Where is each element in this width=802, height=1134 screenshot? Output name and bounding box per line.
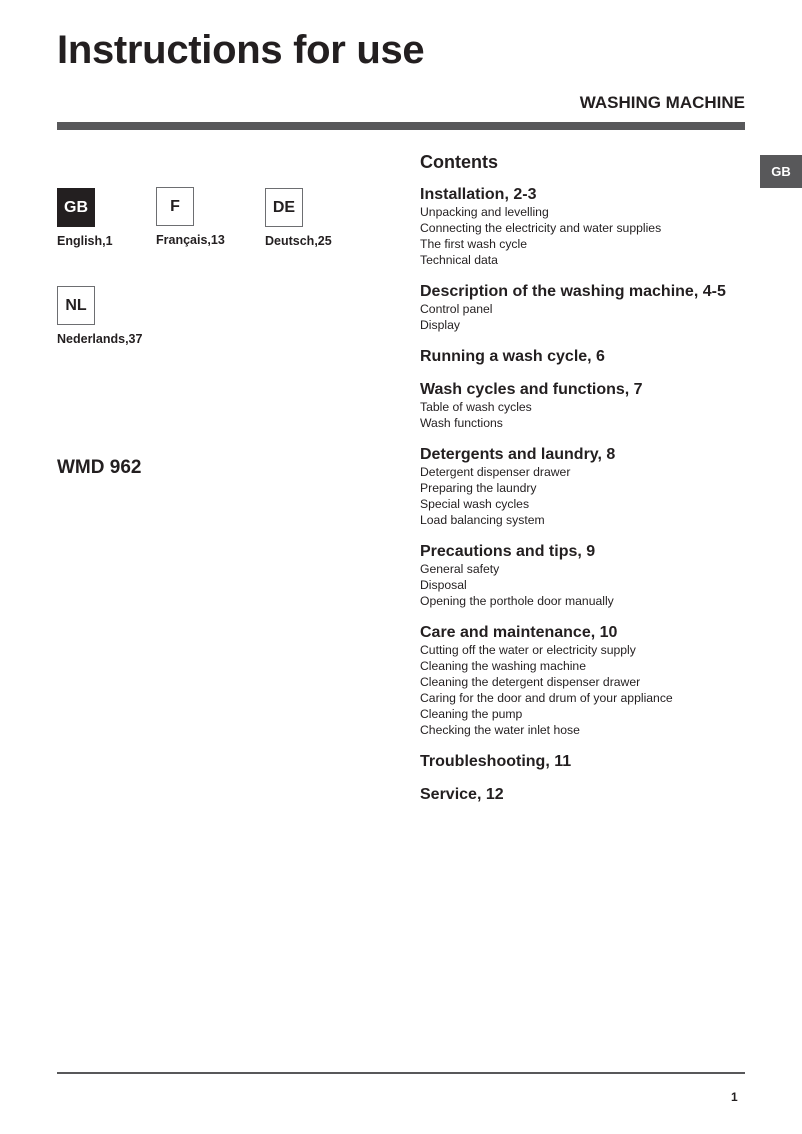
toc-item[interactable]: Control panel xyxy=(420,302,493,316)
toc-item[interactable]: Load balancing system xyxy=(420,513,545,527)
contents-title: Contents xyxy=(420,152,498,172)
toc-item[interactable]: Cutting off the water or electricity supply xyxy=(420,643,636,657)
document-title: Instructions for use xyxy=(57,28,425,72)
toc-section-wash-cycles xyxy=(420,380,760,431)
toc-item[interactable]: Special wash cycles xyxy=(420,497,530,511)
toc-section-troubleshooting xyxy=(420,752,760,771)
toc-section-description xyxy=(420,282,760,333)
language-nl[interactable] xyxy=(57,286,167,346)
product-type: WASHING MACHINE xyxy=(579,93,745,112)
language-label[interactable]: English,1 xyxy=(57,234,113,248)
toc-heading[interactable]: Running a wash cycle, 6 xyxy=(420,348,605,365)
toc-heading[interactable]: Wash cycles and functions, 7 xyxy=(420,381,643,398)
model-number: WMD 962 xyxy=(57,457,142,478)
language-f[interactable] xyxy=(156,187,266,247)
language-code-box[interactable]: GB xyxy=(57,188,95,227)
toc-item[interactable]: Cleaning the washing machine xyxy=(420,659,586,673)
footer-divider xyxy=(57,1072,745,1074)
toc-item[interactable]: Cleaning the detergent dispenser drawer xyxy=(420,675,641,689)
toc-section-precautions xyxy=(420,542,760,609)
toc-item[interactable]: Display xyxy=(420,318,460,332)
language-label[interactable]: Deutsch,25 xyxy=(265,234,332,248)
toc-heading[interactable]: Installation, 2-3 xyxy=(420,186,537,203)
toc-heading[interactable]: Precautions and tips, 9 xyxy=(420,543,596,560)
header-divider-bar xyxy=(57,122,745,130)
language-side-tab: GB xyxy=(760,155,802,188)
toc-item[interactable]: Detergent dispenser drawer xyxy=(420,465,571,479)
toc-section-running xyxy=(420,347,760,366)
table-of-contents xyxy=(420,151,760,818)
toc-heading[interactable]: Description of the washing machine, 4-5 xyxy=(420,283,726,300)
language-code-box[interactable]: F xyxy=(156,187,194,226)
toc-item[interactable]: Unpacking and levelling xyxy=(420,205,549,219)
toc-heading[interactable]: Troubleshooting, 11 xyxy=(420,753,572,770)
toc-item[interactable]: Checking the water inlet hose xyxy=(420,723,580,737)
language-gb[interactable] xyxy=(57,188,167,248)
toc-section-service xyxy=(420,785,760,804)
language-label[interactable]: Nederlands,37 xyxy=(57,332,143,346)
toc-item[interactable]: General safety xyxy=(420,562,500,576)
toc-section-detergents xyxy=(420,445,760,528)
toc-item[interactable]: Opening the porthole door manually xyxy=(420,594,614,608)
toc-item[interactable]: Caring for the door and drum of your appliance xyxy=(420,691,673,705)
language-label[interactable]: Français,13 xyxy=(156,233,225,247)
toc-section-installation xyxy=(420,185,760,268)
page-number: 1 xyxy=(731,1090,738,1104)
toc-item[interactable]: Connecting the electricity and water supplies xyxy=(420,221,662,235)
toc-item[interactable]: The first wash cycle xyxy=(420,237,528,251)
toc-heading[interactable]: Detergents and laundry, 8 xyxy=(420,446,616,463)
language-code-box[interactable]: NL xyxy=(57,286,95,325)
toc-item[interactable]: Wash functions xyxy=(420,416,503,430)
toc-section-care xyxy=(420,623,760,738)
toc-heading[interactable]: Care and maintenance, 10 xyxy=(420,624,618,641)
toc-item[interactable]: Disposal xyxy=(420,578,467,592)
language-code-box[interactable]: DE xyxy=(265,188,303,227)
toc-item[interactable]: Table of wash cycles xyxy=(420,400,532,414)
language-de[interactable] xyxy=(265,188,375,248)
toc-item[interactable]: Technical data xyxy=(420,253,498,267)
toc-heading[interactable]: Service, 12 xyxy=(420,786,504,803)
toc-item[interactable]: Preparing the laundry xyxy=(420,481,537,495)
toc-item[interactable]: Cleaning the pump xyxy=(420,707,523,721)
